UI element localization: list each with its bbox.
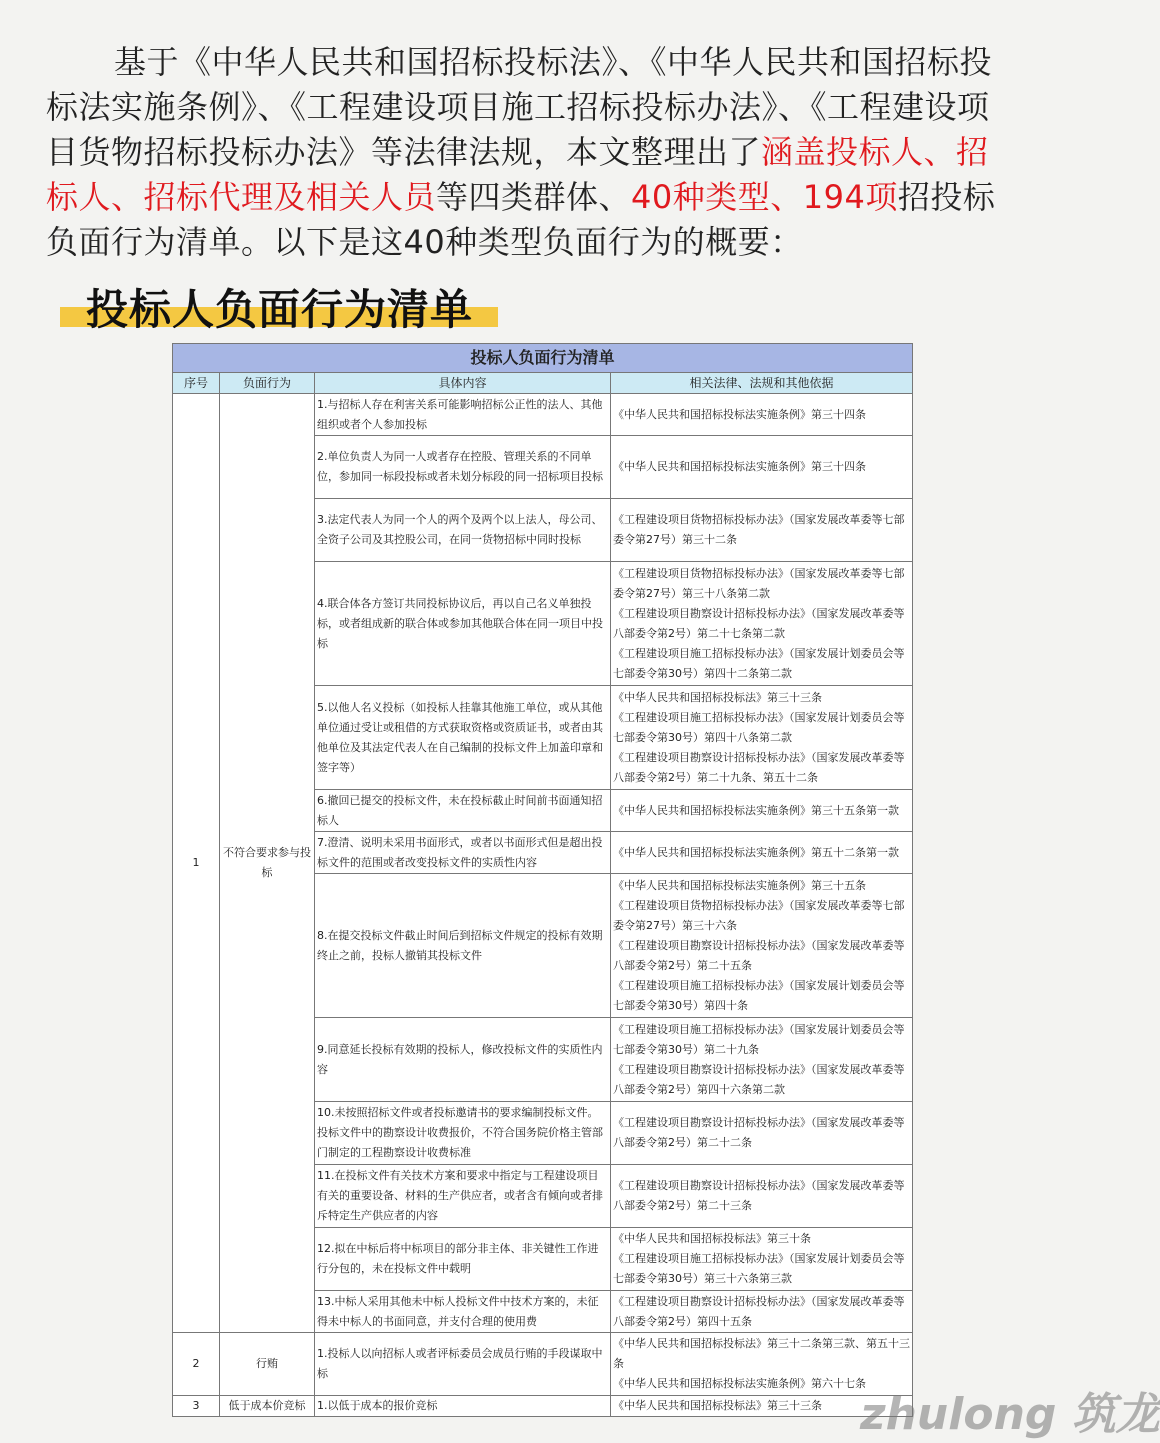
specific-content: 2.单位负责人为同一人或者存在控股、管理关系的不同单位，参加同一标段投标或者未划分标段的同一招标项目投标 xyxy=(315,436,611,499)
specific-content: 12.拟在中标后将中标项目的部分非主体、非关键性工作进行分包的，未在投标文件中载明 xyxy=(315,1228,611,1291)
negative-behavior-table xyxy=(172,343,913,1417)
negative-behavior: 行贿 xyxy=(220,1333,315,1396)
specific-content: 3.法定代表人为同一个人的两个及两个以上法人，母公司、全资子公司及其控股公司，在同一货物招标中同时投标 xyxy=(315,499,611,562)
header-no: 序号 xyxy=(173,373,220,394)
negative-behavior: 低于成本价竞标 xyxy=(220,1396,315,1417)
table-header-row xyxy=(173,373,913,394)
specific-content: 13.中标人采用其他未中标人投标文件中技术方案的，未征得未中标人的书面同意，并支付合理的使用费 xyxy=(315,1291,611,1333)
legal-basis: 《中华人民共和国招标投标法实施条例》第三十五条 《工程建设项目货物招标投标办法》（国家发展改革委等七部委令第27号）第三十六条 《工程建设项目勘察设计招标投标办法》（国家发展改革委等八部委令第2号）第二十五条 《工程建设项目施工招标投标办法》（国家发展计划委员会等七部委令第30号）第四十条 xyxy=(611,874,913,1018)
legal-basis: 《中华人民共和国招标投标法实施条例》第五十二条第一款 xyxy=(611,832,913,874)
section-heading xyxy=(60,277,474,334)
specific-content: 1.与招标人存在利害关系可能影响招标公正性的法人、其他组织或者个人参加投标 xyxy=(315,394,611,436)
intro-text-1: 基于《中华人民共和国招标投标法》、《中华人民共和国招标投标法实施条例》、《工程建设项目施工招标投标办法》、《工程建设项目货物招标投标办法》等法律法规，本文整理出了 xyxy=(46,43,993,171)
intro-highlight-1: 涵盖投标人、招标人、招标代理及相关人员 xyxy=(46,133,989,216)
intro-highlight-2: 40种类型、194项 xyxy=(631,178,898,216)
table-row xyxy=(173,1333,913,1396)
table-title: 投标人负面行为清单 xyxy=(173,344,913,373)
legal-basis: 《中华人民共和国招标投标法》第三十条 《工程建设项目施工招标投标办法》（国家发展计划委员会等七部委令第30号）第三十六条第三款 xyxy=(611,1228,913,1291)
specific-content: 7.澄清、说明未采用书面形式，或者以书面形式但是超出投标文件的范围或者改变投标文件的实质性内容 xyxy=(315,832,611,874)
intro-text-3: 招投标负面行为清单。以下是这40种类型负面行为的概要： xyxy=(46,178,996,261)
intro-text-2: 等四类群体、 xyxy=(436,178,632,216)
table-title-row xyxy=(173,344,913,373)
legal-basis: 《中华人民共和国招标投标法》第三十三条 xyxy=(611,1396,913,1417)
legal-basis: 《中华人民共和国招标投标法》第三十三条 《工程建设项目施工招标投标办法》（国家发展计划委员会等七部委令第30号）第四十八条第二款 《工程建设项目勘察设计招标投标办法》（国家发展改革委等八部委令第2号）第二十九条、第五十二条 xyxy=(611,686,913,790)
watermark-logo: zhulong 筑龙 xyxy=(860,1389,1160,1440)
row-number: 2 xyxy=(173,1333,220,1396)
legal-basis: 《中华人民共和国招标投标法实施条例》第三十五条第一款 xyxy=(611,790,913,832)
specific-content: 5.以他人名义投标（如投标人挂靠其他施工单位，或从其他单位通过受让或租借的方式获取资格或资质证书，或者由其他单位及其法定代表人在自己编制的投标文件上加盖印章和签字等） xyxy=(315,686,611,790)
specific-content: 4.联合体各方签订共同投标协议后，再以自己名义单独投标，或者组成新的联合体或参加其他联合体在同一项目中投标 xyxy=(315,562,611,686)
specific-content: 8.在提交投标文件截止时间后到招标文件规定的投标有效期终止之前，投标人撤销其投标文件 xyxy=(315,874,611,1018)
legal-basis: 《工程建设项目货物招标投标办法》（国家发展改革委等七部委令第27号）第三十八条第二款 《工程建设项目勘察设计招标投标办法》（国家发展改革委等八部委令第2号）第二十七条第二款 《工程建设项目施工招标投标办法》（国家发展计划委员会等七部委令第30号）第四十二条第二款 xyxy=(611,562,913,686)
specific-content: 9.同意延长投标有效期的投标人，修改投标文件的实质性内容 xyxy=(315,1018,611,1102)
legal-basis: 《中华人民共和国招标投标法实施条例》第三十四条 xyxy=(611,436,913,499)
row-number: 3 xyxy=(173,1396,220,1417)
specific-content: 6.撤回已提交的投标文件，未在投标截止时间前书面通知招标人 xyxy=(315,790,611,832)
negative-behavior: 不符合要求参与投标 xyxy=(220,394,315,1333)
section-heading-text: 投标人负面行为清单 xyxy=(86,285,474,334)
table-row xyxy=(173,1396,913,1417)
legal-basis: 《中华人民共和国招标投标法》第三十二条第三款、第五十三条 《中华人民共和国招标投标法实施条例》第六十七条 xyxy=(611,1333,913,1396)
specific-content: 10.未按照招标文件或者投标邀请书的要求编制投标文件。投标文件中的勘察设计收费报价，不符合国务院价格主管部门制定的工程勘察设计收费标准 xyxy=(315,1102,611,1165)
legal-basis: 《工程建设项目施工招标投标办法》（国家发展计划委员会等七部委令第30号）第二十九条 《工程建设项目勘察设计招标投标办法》（国家发展改革委等八部委令第2号）第四十六条第二款 xyxy=(611,1018,913,1102)
header-content: 具体内容 xyxy=(315,373,611,394)
specific-content: 11.在投标文件有关技术方案和要求中指定与工程建设项目有关的重要设备、材料的生产供应者，或者含有倾向或者排斥特定生产供应者的内容 xyxy=(315,1165,611,1228)
intro-paragraph xyxy=(46,40,1006,265)
legal-basis: 《工程建设项目勘察设计招标投标办法》（国家发展改革委等八部委令第2号）第二十二条 xyxy=(611,1102,913,1165)
specific-content: 1.投标人以向招标人或者评标委员会成员行贿的手段谋取中标 xyxy=(315,1333,611,1396)
header-basis: 相关法律、法规和其他依据 xyxy=(611,373,913,394)
legal-basis: 《工程建设项目货物招标投标办法》（国家发展改革委等七部委令第27号）第三十二条 xyxy=(611,499,913,562)
table-body xyxy=(173,394,913,1417)
legal-basis: 《工程建设项目勘察设计招标投标办法》（国家发展改革委等八部委令第2号）第四十五条 xyxy=(611,1291,913,1333)
table-row xyxy=(173,394,913,436)
legal-basis: 《中华人民共和国招标投标法实施条例》第三十四条 xyxy=(611,394,913,436)
specific-content: 1.以低于成本的报价竞标 xyxy=(315,1396,611,1417)
header-behavior: 负面行为 xyxy=(220,373,315,394)
row-number: 1 xyxy=(173,394,220,1333)
legal-basis: 《工程建设项目勘察设计招标投标办法》（国家发展改革委等八部委令第2号）第二十三条 xyxy=(611,1165,913,1228)
